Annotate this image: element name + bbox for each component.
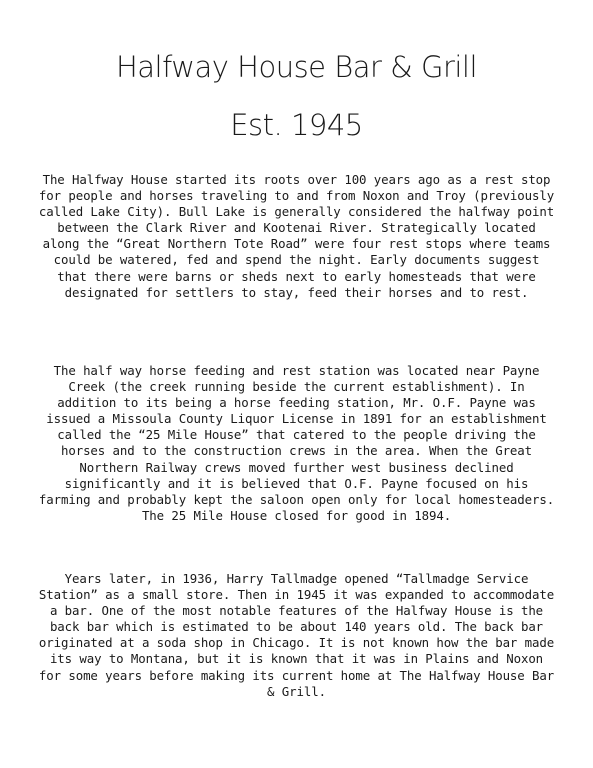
document-title: Halfway House Bar & Grill — [115, 50, 478, 84]
history-paragraph-1: The Halfway House started its roots over 100 years ago as a rest stop for people and horses traveling to and from Noxon and Troy (previously called Lake City). Bull Lake is generally considered the halfway point between the Clark River and Kootenai River. Strategically located along the “Great Northern Tote Road” were four rest stops where teams could be watered, fed and spend the night. Early documents suggest that there were barns or sheds next to early homesteads that were designated for settlers to stay, feed their horses and to rest. — [38, 172, 555, 300]
established-year: Est. 1945 — [230, 108, 363, 142]
history-paragraph-2: The half way horse feeding and rest station was located near Payne Creek (the creek running beside the current establishment). In addition to its being a horse feeding station, Mr. O.F. Payne was issued a Missoula County Liquor License in 1891 for an establishment called the “25 Mile House” that catered to the people driving the horses and to the construction crews in the area. When the Great Northern Railway crews moved further west business declined significantly and it is believed that O.F. Payne focused on his farming and probably kept the saloon open only for local homesteaders. The 25 Mile House closed for good in 1894. — [38, 363, 555, 523]
history-paragraph-3: Years later, in 1936, Harry Tallmadge opened “Tallmadge Service Station” as a small store. Then in 1945 it was expanded to accommodate a bar. One of the most notable features of the Halfway House is the back bar which is estimated to be about 140 years old. The back bar originated at a soda shop in Chicago. It is not known how the bar made its way to Montana, but it is known that it was in Plains and Noxon for some years before making its current home at The Halfway House Bar & Grill. — [38, 571, 555, 699]
